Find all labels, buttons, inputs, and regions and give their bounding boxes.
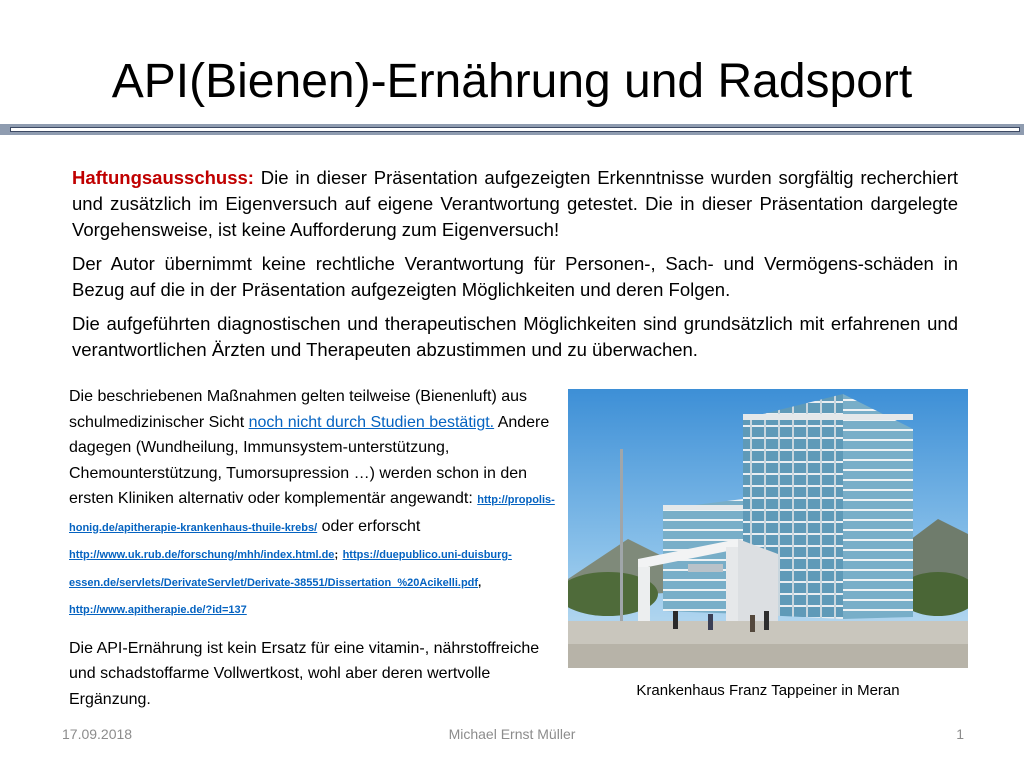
slide-number: 1 bbox=[956, 726, 964, 742]
disclaimer-paragraph-3: Die aufgeführten diagnostischen und therapeutischen Möglichkeiten sind grundsätzlich mit erfahrenen und verantwortlichen Ärzten und Therapeuten abzustimmen und zu überwachen. bbox=[72, 313, 958, 360]
propolis-link[interactable]: http://propolis-honig.de/apitherapie-krankenhaus-thuile-krebs/ bbox=[69, 494, 555, 534]
apitherapie-link[interactable]: http://www.apitherapie.de/?id=137 bbox=[69, 604, 247, 616]
disclaimer-section bbox=[72, 165, 958, 371]
title-divider bbox=[0, 124, 1024, 136]
disclaimer-paragraph-2: Der Autor übernimmt keine rechtliche Verantwortung für Personen-, Sach- und Vermögens-schäden in Bezug auf die in der Präsentation aufgezeigten Möglichkeiten und deren Folgen. bbox=[72, 253, 958, 300]
studies-link[interactable]: noch nicht durch Studien bestätigt. bbox=[248, 413, 495, 431]
left-text-block bbox=[69, 384, 561, 712]
footer-date: 17.09.2018 bbox=[62, 726, 133, 742]
photo-caption: Krankenhaus Franz Tappeiner in Meran bbox=[636, 682, 900, 699]
disclaimer-text: Die in dieser Präsentation aufgezeigten Erkenntnisse wurden sorgfältig recherchiert und zusätzlich im Eigenversuch auf eigene Verantwortung getestet. Die in dieser Präsentation dargelegte Vorgehensweise, ist keine Aufforderung zum Eigenversuch! bbox=[72, 167, 958, 240]
disclaimer-label: Haftungsausschuss: bbox=[72, 167, 254, 188]
disclaimer-paragraph-1 bbox=[72, 165, 958, 243]
rub-link[interactable]: http://www.uk.rub.de/forschung/mhh/index.html.de bbox=[69, 549, 335, 561]
duepublico-link[interactable]: https://duepublico.uni-duisburg-essen.de/servlets/DerivateServlet/Derivate-38551/Dissertation_%20Acikelli.pdf bbox=[69, 549, 512, 589]
hospital-photo bbox=[568, 389, 968, 668]
nutrition-paragraph: Die API-Ernährung ist kein Ersatz für eine vitamin-, nährstoffreiche und schadstoffarme Vollwertkost, wohl aber deren wertvolle Ergänzung. bbox=[69, 639, 540, 708]
footer-author: Michael Ernst Müller bbox=[448, 726, 576, 742]
slide-title: API(Bienen)-Ernährung und Radsport bbox=[111, 55, 913, 108]
measures-paragraph: Die beschriebenen Maßnahmen gelten teilweise (Bienenluft) aus schulmedizinischer Sicht noch nicht durch Studien bestätigt. Andere dagegen (Wundheilung, Immunsystem-unterstützung, Chemounterstützung, Tumorsupression …) werden schon in den ersten Kliniken alternativ oder komplementär angewandt: http://propolis-honig.de/apitherapie-krankenhaus-thuile-krebs/ oder erforscht http://www.uk.rub.de/forschung/mhh/index.html.de; https://duepublico.uni-duisburg-essen.de/servlets/DerivateServlet/Derivate-38551/Dissertation_%20Acikelli.pdf, http://www.apitherapie.de/?id=137 bbox=[69, 388, 555, 616]
